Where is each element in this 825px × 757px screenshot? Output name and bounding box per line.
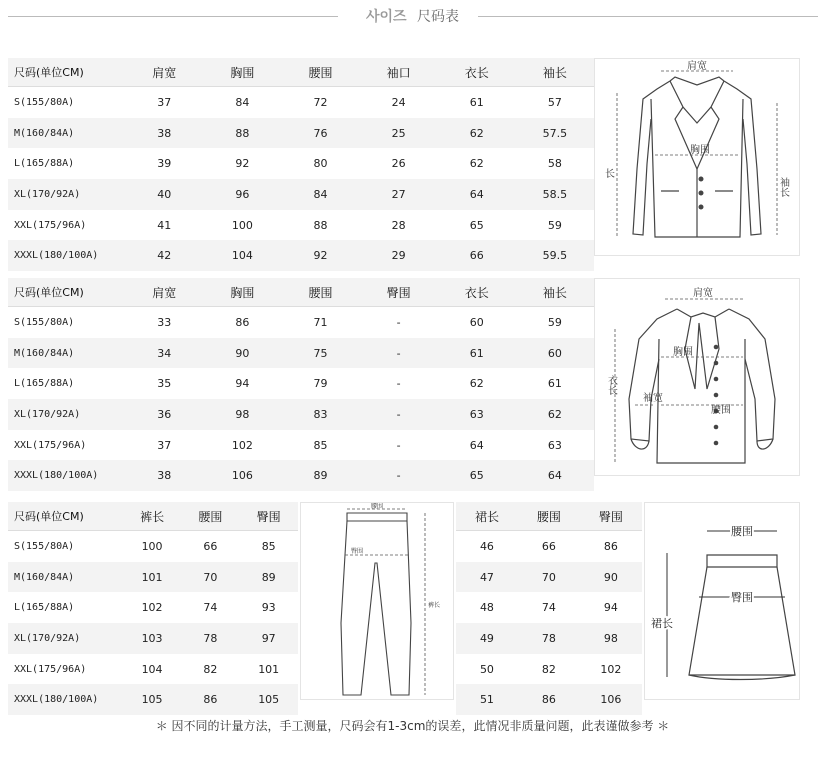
size-label: XXL(175/96A) [14,439,87,451]
table-cell: - [396,315,401,329]
blouse-diagram [594,278,800,476]
size-label: XXXL(180/100A) [8,240,125,271]
table-cell: 66 [438,240,516,271]
table-cell: 90 [580,562,642,593]
table-row [456,654,642,685]
table-cell: 34 [125,338,203,369]
table-row [8,430,594,461]
jacket-chest-label: 胸围 [690,145,710,156]
table-cell: 98 [580,623,642,654]
size-label: S(155/80A) [14,316,75,328]
table-cell: 92 [235,157,250,171]
table-header-row [8,58,594,87]
table-cell: 65 [438,460,516,491]
column-header: 衣长 [438,278,516,307]
table-cell: 24 [391,95,406,109]
table-cell: 82 [203,662,218,676]
table-cell: 63 [438,399,516,430]
jacket-diagram [594,58,800,256]
table-row [456,592,642,623]
table-cell: 66 [541,539,556,553]
table-cell: 90 [203,338,281,369]
column-header: 袖长 [516,58,594,87]
size-label: M(160/84A) [8,118,125,149]
table-row [8,87,594,118]
table-cell: 33 [157,315,172,329]
table-cell: 96 [203,179,281,210]
table-cell: - [396,438,401,452]
table-row [8,684,298,715]
table-row [8,399,594,430]
size-label: XXL(175/96A) [14,219,87,231]
table-cell: 79 [313,377,328,391]
table-cell: 105 [239,684,298,715]
bottoms-section [8,502,798,707]
table-cell: 93 [261,601,276,615]
table-cell: 42 [125,240,203,271]
table-cell: 83 [281,399,359,430]
table-cell: 46 [479,539,494,553]
table-cell: 25 [360,118,438,149]
size-label: L(165/88A) [14,158,75,170]
table-cell: - [360,399,438,430]
size-label: XXL(175/96A) [14,663,87,675]
table-cell: 39 [157,157,172,171]
column-header: 腰围 [518,502,580,531]
table-cell: 80 [313,157,328,171]
table-cell: 104 [203,240,281,271]
table-cell: 106 [203,460,281,491]
table-cell: 62 [516,399,594,430]
table-row [8,460,594,491]
table-cell: 76 [281,118,359,149]
size-label: XXXL(180/100A) [8,684,123,715]
table-row [456,684,642,715]
column-header: 尺码(单位CM) [8,278,125,307]
table-cell: 65 [469,218,484,232]
jacket-shoulder-label: 肩宽 [687,61,707,72]
skirt-diagram [644,502,800,700]
table-cell: 64 [469,438,484,452]
table-cell: 85 [313,438,328,452]
table-cell: 89 [239,562,298,593]
column-header: 肩宽 [125,58,203,87]
table-cell: 64 [516,460,594,491]
size-label: S(155/80A) [14,540,75,552]
table-cell: 82 [541,662,556,676]
column-header: 袖口 [360,58,438,87]
table-cell: 70 [518,562,580,593]
jacket-size-table [8,58,594,271]
jacket-length-label: 长 [605,169,615,180]
table-cell: 78 [181,623,239,654]
table-row [8,179,594,210]
blouse-length-label: 衣长 [605,375,617,395]
table-cell: - [396,377,401,391]
table-cell: 60 [469,315,484,329]
table-row [8,338,594,369]
size-label: XL(170/92A) [8,623,123,654]
size-label: XXXL(180/100A) [8,460,125,491]
table-cell: 78 [518,623,580,654]
table-header-row [8,502,298,531]
table-cell: 61 [438,338,516,369]
table-row [8,118,594,149]
table-cell: 57 [547,95,562,109]
column-header: 臀围 [360,278,438,307]
table-cell: 47 [456,562,518,593]
table-cell: 58.5 [516,179,594,210]
table-cell: 100 [231,218,253,232]
table-cell: 62 [469,377,484,391]
table-cell: 27 [360,179,438,210]
column-header: 尺码(单位CM) [8,58,125,87]
pants-hip-label: 臀围 [351,548,364,555]
table-row [8,210,594,241]
jacket-section [8,58,798,263]
table-cell: 74 [203,601,218,615]
table-cell: 38 [125,118,203,149]
table-row [8,240,594,271]
page-header [0,0,825,34]
column-header: 腰围 [281,58,359,87]
table-cell: 61 [469,95,484,109]
size-label: S(155/80A) [14,96,75,108]
table-cell: 98 [203,399,281,430]
table-cell: 62 [438,118,516,149]
table-cell: 86 [518,684,580,715]
table-header-row [8,278,594,307]
table-cell: 41 [157,218,172,232]
table-cell: 38 [125,460,203,491]
table-cell: 100 [141,539,163,553]
skirt-waist-label: 腰围 [731,525,753,538]
column-header: 肩宽 [125,278,203,307]
table-cell: 66 [203,539,218,553]
column-header: 胸围 [203,278,281,307]
table-cell: 61 [547,377,562,391]
table-cell: 84 [281,179,359,210]
table-row [8,623,298,654]
table-cell: 89 [281,460,359,491]
table-cell: 71 [313,315,328,329]
table-row [8,654,298,685]
table-cell: 94 [235,377,250,391]
table-cell: 49 [456,623,518,654]
skirt-length-label: 裙长 [651,617,673,630]
column-header: 胸围 [203,58,281,87]
table-cell: 88 [203,118,281,149]
table-cell: - [360,460,438,491]
table-cell: 59 [547,218,562,232]
table-cell: 102 [141,601,163,615]
column-header: 腰围 [181,502,239,531]
column-header: 袖长 [516,278,594,307]
column-header: 臀围 [580,502,642,531]
table-cell: 35 [157,377,172,391]
table-row [8,531,298,562]
table-row [456,562,642,593]
table-cell: 97 [239,623,298,654]
footer-note: ＊ 因不同的计量方法，手工测量，尺码会有1-3cm的误差，此情况非质量问题，此表谨做参考 ＊ [155,719,670,733]
table-row [8,368,594,399]
pants-diagram [300,502,454,700]
column-header: 臀围 [239,502,298,531]
table-cell: 40 [125,179,203,210]
table-cell: 103 [123,623,182,654]
table-row [8,562,298,593]
table-cell: 48 [479,601,494,615]
size-label: XL(170/92A) [8,179,125,210]
column-header: 裙长 [456,502,518,531]
table-cell: 101 [123,562,182,593]
table-cell: 29 [360,240,438,271]
column-header: 腰围 [281,278,359,307]
table-cell: 106 [580,684,642,715]
column-header: 衣长 [438,58,516,87]
skirt-size-table [456,502,642,715]
table-cell: 84 [235,95,250,109]
table-cell: 58 [547,157,562,171]
table-header-row [456,502,642,531]
table-cell: 28 [391,218,406,232]
table-cell: 74 [541,601,556,615]
table-row [456,531,642,562]
table-cell: 59 [547,315,562,329]
table-cell: 86 [235,315,250,329]
size-label: M(160/84A) [8,338,125,369]
blouse-section [8,278,798,483]
page-title [0,6,825,26]
table-cell: 60 [516,338,594,369]
table-row [8,307,594,338]
table-cell: 70 [181,562,239,593]
table-row [8,592,298,623]
table-cell: 72 [313,95,328,109]
size-label: L(165/88A) [14,602,75,614]
size-label: L(165/88A) [14,378,75,390]
table-cell: 37 [157,95,172,109]
table-cell: 75 [281,338,359,369]
pants-length-label: 裤长 [428,602,441,609]
table-cell: 37 [157,438,172,452]
title-chinese: 尺码表 [417,9,460,25]
table-cell: 57.5 [516,118,594,149]
table-row [8,148,594,179]
table-cell: 102 [231,438,253,452]
pants-size-table [8,502,298,715]
table-cell: 59.5 [516,240,594,271]
table-cell: 104 [141,662,163,676]
skirt-hip-label: 臀围 [731,591,753,604]
table-cell: 26 [391,157,406,171]
table-cell: 62 [469,157,484,171]
table-cell: 64 [438,179,516,210]
table-cell: 51 [456,684,518,715]
blouse-waist-label: 腰围 [711,405,731,416]
table-cell: 63 [547,438,562,452]
size-label: XL(170/92A) [8,399,125,430]
table-cell: 102 [600,662,622,676]
column-header: 裤长 [123,502,182,531]
title-korean: 사이즈 [365,9,407,25]
blouse-cuff-label: 袖宽 [643,393,663,404]
table-cell: 86 [603,539,618,553]
table-cell: 86 [181,684,239,715]
table-cell: 101 [258,662,280,676]
table-cell: 50 [479,662,494,676]
blouse-chest-label: 胸围 [673,347,693,358]
pants-waist-label: 腰围 [370,503,384,510]
jacket-sleeve-label: 袖长 [777,177,789,197]
table-row [456,623,642,654]
table-cell: 94 [603,601,618,615]
column-header: 尺码(单位CM) [8,502,123,531]
table-cell: 88 [313,218,328,232]
table-cell: 105 [123,684,182,715]
blouse-size-table [8,278,594,491]
table-cell: 36 [125,399,203,430]
table-cell: 85 [261,539,276,553]
table-cell: - [360,338,438,369]
size-label: M(160/84A) [8,562,123,593]
blouse-shoulder-label: 肩宽 [693,288,713,299]
table-cell: 92 [281,240,359,271]
